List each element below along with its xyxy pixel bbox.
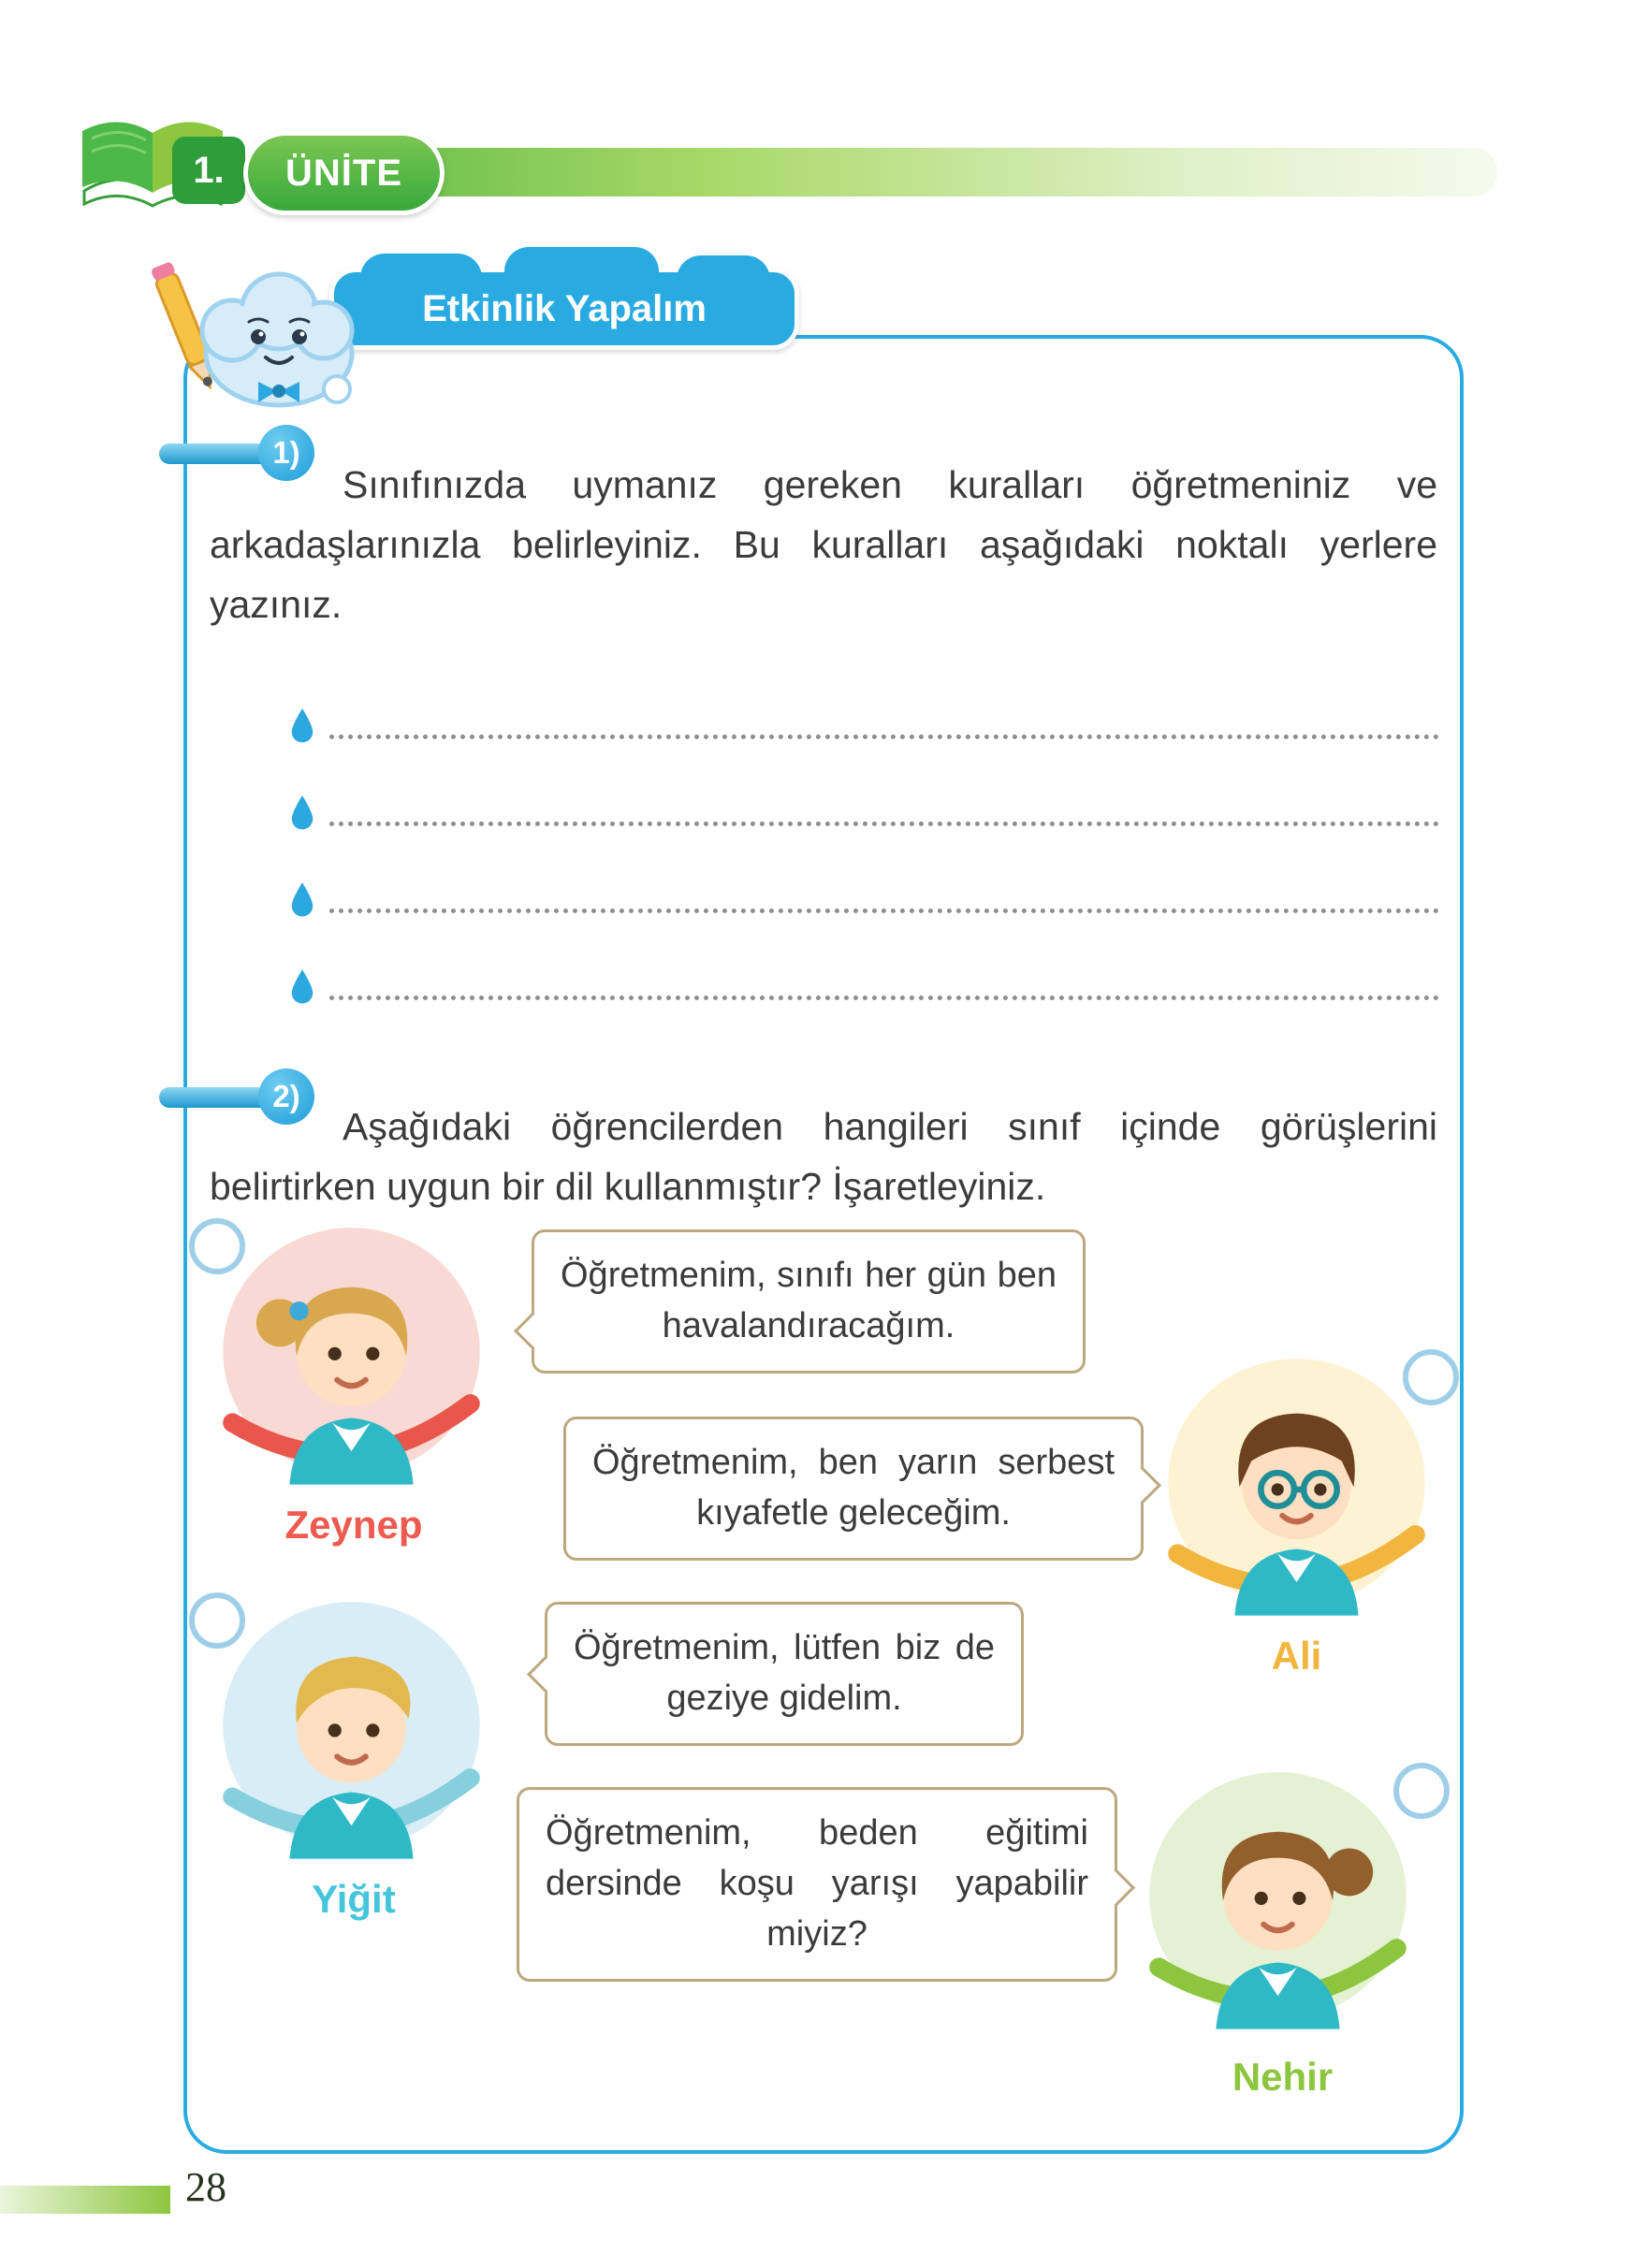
cloud-mascot-icon — [139, 232, 386, 433]
answer-line-1[interactable] — [288, 683, 1439, 749]
ali-avatar-icon — [1154, 1349, 1439, 1635]
answer-line-3[interactable] — [288, 857, 1439, 923]
dotted-write-line[interactable] — [329, 909, 1439, 913]
dotted-write-line[interactable] — [329, 821, 1439, 826]
ali-speech-bubble — [563, 1417, 1144, 1561]
zeynep-speech-bubble — [532, 1229, 1086, 1374]
yigit-speech-text: Öğretmenim, lütfen biz de geziye gidelim. — [574, 1628, 995, 1718]
unit-ribbon-bar — [281, 148, 1497, 196]
nehir-speech-text: Öğretmenim, beden eğitimi dersinde koşu yarışı yapabilir miyiz? — [546, 1813, 1088, 1954]
page-number: 28 — [185, 2164, 226, 2210]
yigit-speech-bubble — [545, 1602, 1024, 1746]
water-drop-icon — [288, 967, 316, 1008]
student-name-zeynep: Zeynep — [284, 1503, 423, 1547]
dotted-write-line[interactable] — [329, 734, 1439, 739]
activity-box — [183, 335, 1464, 2154]
unit-label-pill: ÜNİTE — [243, 131, 445, 215]
ali-checkbox[interactable] — [1403, 1349, 1459, 1405]
banner-bump — [677, 255, 770, 291]
unit-number: 1. — [172, 137, 245, 204]
banner-bump — [504, 247, 659, 294]
answer-line-2[interactable] — [288, 770, 1439, 836]
nehir-avatar-icon — [1135, 1763, 1421, 2048]
student-zeynep — [195, 1218, 513, 1548]
dotted-write-line[interactable] — [329, 996, 1439, 1000]
zeynep-speech-text: Öğretmenim, sınıfı her gün ben havalandıracağım. — [561, 1256, 1057, 1345]
student-name-yigit: Yiğit — [312, 1877, 396, 1921]
water-drop-icon — [288, 705, 316, 747]
question2-number-badge: 2) — [258, 1069, 314, 1125]
zeynep-checkbox[interactable] — [189, 1218, 245, 1274]
water-drop-icon — [288, 880, 316, 921]
answer-line-4[interactable] — [288, 944, 1439, 1010]
zeynep-avatar-icon — [209, 1218, 494, 1504]
student-name-nehir: Nehir — [1232, 2055, 1334, 2099]
question1-text: Sınıfınızda uymanız gereken kuralları öğretmeniniz ve arkadaşlarınızla belirleyiniz. Bu kuralları aşağıdaki noktalı yerlere yazınız. — [210, 463, 1437, 626]
student-yigit — [195, 1592, 513, 1922]
nehir-checkbox[interactable] — [1393, 1763, 1450, 1819]
water-drop-icon — [288, 792, 316, 834]
student-nehir — [1121, 1763, 1444, 2100]
activity-banner — [329, 268, 799, 350]
question1-number-badge: 1) — [258, 425, 314, 481]
yigit-checkbox[interactable] — [189, 1592, 245, 1649]
ali-speech-text: Öğretmenim, ben yarın serbest kıyafetle geleceğim. — [592, 1443, 1115, 1533]
nehir-speech-bubble — [517, 1787, 1117, 1982]
yigit-avatar-icon — [209, 1592, 494, 1878]
student-ali — [1140, 1349, 1453, 1679]
question2-text: Aşağıdaki öğrencilerden hangileri sınıf içinde görüşlerini belirtirken uygun bir dil kullanmıştır? İşaretleyiniz. — [210, 1105, 1437, 1208]
page-number-bar — [0, 2186, 170, 2214]
activity-banner-title: Etkinlik Yapalım — [422, 287, 707, 329]
student-name-ali: Ali — [1271, 1634, 1322, 1678]
